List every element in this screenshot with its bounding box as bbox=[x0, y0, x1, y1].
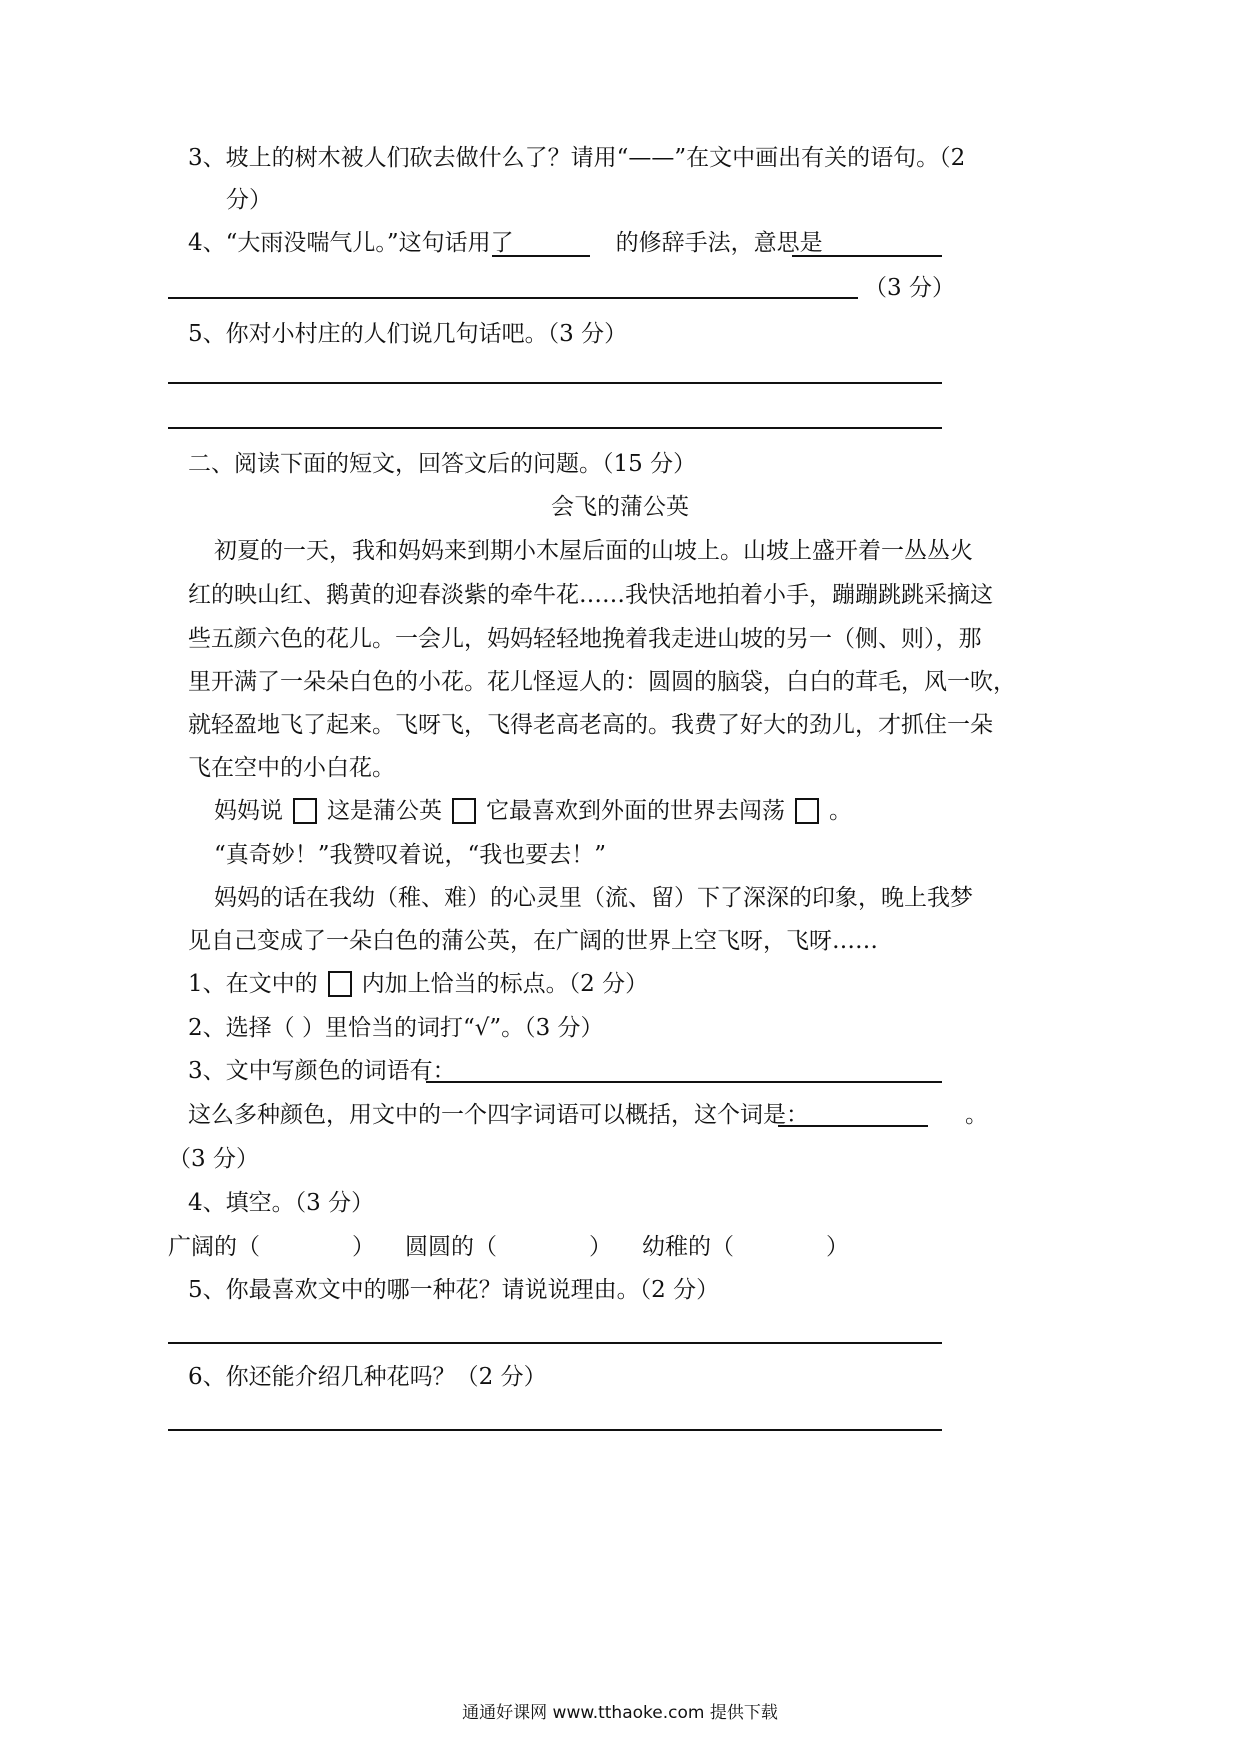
question-3-line1: 3、坡上的树木被人们砍去做什么了？请用“——”在文中画出有关的语句。（2 bbox=[188, 145, 966, 171]
question-4-text-a: 4、“大雨没喘气儿。”这句话用了 bbox=[188, 230, 514, 256]
answer-line[interactable] bbox=[168, 1342, 942, 1344]
question-4-score: （3 分） bbox=[864, 275, 955, 301]
question-3-sub: 这么多种颜色，用文中的一个四字词语可以概括，这个词是： 。 bbox=[188, 1102, 988, 1128]
rhetoric-answer-line[interactable] bbox=[492, 255, 590, 257]
passage-line: 见自己变成了一朵白色的蒲公英，在广阔的世界上空飞呀，飞呀…… bbox=[188, 928, 878, 954]
footer-text: 通通好课网 www.tthaoke.com 提供下载 bbox=[462, 1703, 778, 1723]
passage-line: 初夏的一天，我和妈妈来到期小木屋后面的山坡上。山坡上盛开着一丛丛火 bbox=[214, 538, 973, 564]
passage-line: 些五颜六色的花儿。一会儿，妈妈轻轻地挽着我走进山坡的另一（侧、则），那 bbox=[188, 626, 982, 652]
punctuation-box[interactable] bbox=[452, 798, 476, 824]
passage-line: 就轻盈地飞了起来。飞呀飞，飞得老高老高的。我费了好大的劲儿，才抓住一朵 bbox=[188, 712, 993, 738]
meaning-answer-line-2[interactable] bbox=[168, 297, 858, 299]
four-char-word-answer-line[interactable] bbox=[778, 1125, 928, 1127]
question-3-line2: 分） bbox=[226, 187, 272, 213]
passage-line: 红的映山红、鹅黄的迎春淡紫的牵牛花……我快活地拍着小手，蹦蹦跳跳采摘这 bbox=[188, 582, 993, 608]
question-5: 5、你对小村庄的人们说几句话吧。（3 分） bbox=[188, 321, 628, 347]
question-2: 2、选择（ ）里恰当的词打“√”。（3 分） bbox=[188, 1015, 604, 1041]
passage-title: 会飞的蒲公英 bbox=[551, 494, 689, 520]
passage-punctuation-line: 妈妈说 这是蒲公英 它最喜欢到外面的世界去闯荡 。 bbox=[214, 798, 852, 824]
punctuation-box[interactable] bbox=[293, 798, 317, 824]
punctuation-box-sample bbox=[328, 971, 352, 997]
question-6: 6、你还能介绍几种花吗？（2 分） bbox=[188, 1364, 547, 1390]
passage-line: 里开满了一朵朵白色的小花。花儿怪逗人的：圆圆的脑袋，白白的茸毛，风一吹， bbox=[188, 669, 1016, 695]
answer-line[interactable] bbox=[168, 1429, 942, 1431]
question-4-text-b: 的修辞手法，意思是 bbox=[615, 230, 823, 256]
question-1: 1、在文中的 内加上恰当的标点。（2 分） bbox=[188, 971, 649, 997]
section-heading: 二、阅读下面的短文，回答文后的问题。（15 分） bbox=[188, 451, 697, 477]
question-3-score: （3 分） bbox=[168, 1146, 259, 1172]
question-5: 5、你最喜欢文中的哪一种花？请说说理由。（2 分） bbox=[188, 1277, 720, 1303]
passage-line: 妈妈的话在我幼（稚、难）的心灵里（流、留）下了深深的印象，晚上我梦 bbox=[214, 885, 973, 911]
question-4: 4、填空。（3 分） bbox=[188, 1190, 375, 1216]
fill-blanks-row: 广阔的（ ） 圆圆的（ ） 幼稚的（ ） bbox=[168, 1234, 849, 1260]
color-words-answer-line[interactable] bbox=[426, 1081, 942, 1083]
passage-line: 飞在空中的小白花。 bbox=[188, 755, 395, 781]
answer-line[interactable] bbox=[168, 427, 942, 429]
passage-line: “真奇妙！”我赞叹着说，“我也要去！” bbox=[214, 842, 607, 868]
question-3: 3、文中写颜色的词语有： bbox=[188, 1058, 456, 1084]
answer-line[interactable] bbox=[168, 382, 942, 384]
meaning-answer-line[interactable] bbox=[792, 255, 942, 257]
punctuation-box[interactable] bbox=[795, 798, 819, 824]
